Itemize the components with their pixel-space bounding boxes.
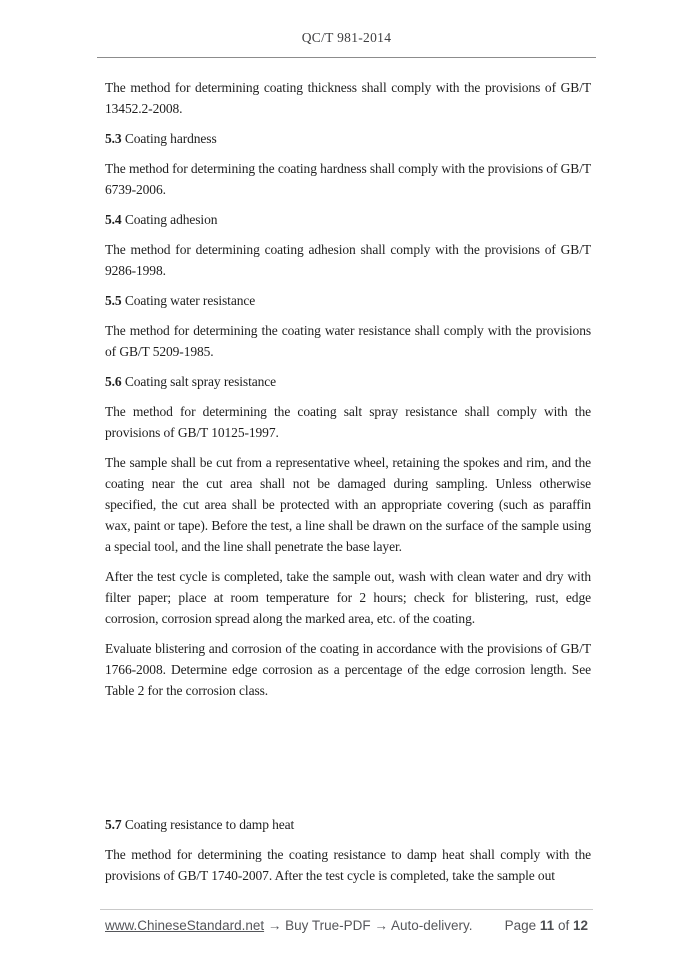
page-header — [0, 0, 693, 58]
section-title: Coating hardness — [124, 131, 217, 146]
footer-site-link[interactable]: www.ChineseStandard.net — [105, 918, 265, 933]
paragraph-coating-thickness: The method for determining coating thickness shall comply with the provisions of GB/T 13452.2-2008. — [105, 80, 591, 116]
document-body — [0, 58, 693, 886]
header-doc-number: QC/T 981-2014 — [301, 30, 392, 45]
arrow-right-icon: → — [374, 918, 388, 933]
section-number: 5.5 — [105, 293, 122, 308]
section-heading-5-3 — [105, 128, 591, 149]
paragraph-coating-hardness: The method for determining the coating hardness shall comply with the provisions of GB/T 6739-2006. — [105, 161, 591, 197]
paragraph-damp-heat: The method for determining the coating resistance to damp heat shall comply with the provisions of GB/T 1740-2007. After the test cycle is completed, take the sample out — [105, 847, 591, 883]
section-heading-5-6 — [105, 371, 591, 392]
footer-delivery-label: Auto-delivery. — [390, 918, 473, 933]
section-title: Coating water resistance — [124, 293, 256, 308]
footer-row — [105, 918, 588, 933]
page-of-label: of — [557, 918, 570, 933]
paragraph-after-test-cycle: After the test cycle is completed, take the sample out, wash with clean water and dry with filter paper; place at room temperature for 2 hours; check for blistering, rust, edge corrosion, corrosion spread along the marked area, etc. of the coating. — [105, 569, 591, 626]
page-total: 12 — [572, 918, 588, 933]
page-indicator — [505, 918, 588, 933]
section-heading-5-5 — [105, 290, 591, 311]
section-title: Coating salt spray resistance — [124, 374, 277, 389]
section-number: 5.7 — [105, 817, 122, 832]
paragraph-water-resistance: The method for determining the coating water resistance shall comply with the provisions of GB/T 5209-1985. — [105, 323, 591, 359]
paragraph-coating-adhesion: The method for determining coating adhesion shall comply with the provisions of GB/T 9286-1998. — [105, 242, 591, 278]
paragraph-salt-spray: The method for determining the coating salt spray resistance shall comply with the provisions of GB/T 10125-1997. — [105, 404, 591, 440]
section-number: 5.3 — [105, 131, 122, 146]
footer-tagline — [105, 918, 472, 933]
section-title: Coating resistance to damp heat — [124, 817, 295, 832]
page-footer — [0, 909, 693, 933]
page-label: Page — [504, 918, 537, 933]
footer-rule — [100, 909, 593, 910]
arrow-right-icon: → — [267, 918, 282, 933]
paragraph-evaluate-corrosion: Evaluate blistering and corrosion of the coating in accordance with the provisions of GB/T 1766-2008. Determine edge corrosion as a percentage of the edge corrosion length. See Table 2 for the corrosion class. — [105, 641, 591, 698]
paragraph-sample-preparation: The sample shall be cut from a representative wheel, retaining the spokes and rim, and the coating near the cut area shall not be damaged during sampling. Unless otherwise specified, the cut area shall be protected with an appropriate covering (such as paraffin wax, paint or tape). Before the test, a line shall be drawn on the surface of the sample using a special tool, and the line shall penetrate the base layer. — [105, 455, 591, 554]
section-heading-5-7 — [105, 814, 591, 835]
section-heading-5-4 — [105, 209, 591, 230]
section-title: Coating adhesion — [124, 212, 218, 227]
footer-buy-label: Buy True-PDF — [285, 918, 371, 933]
page-current: 11 — [539, 918, 555, 933]
section-number: 5.6 — [105, 374, 122, 389]
section-number: 5.4 — [105, 212, 122, 227]
